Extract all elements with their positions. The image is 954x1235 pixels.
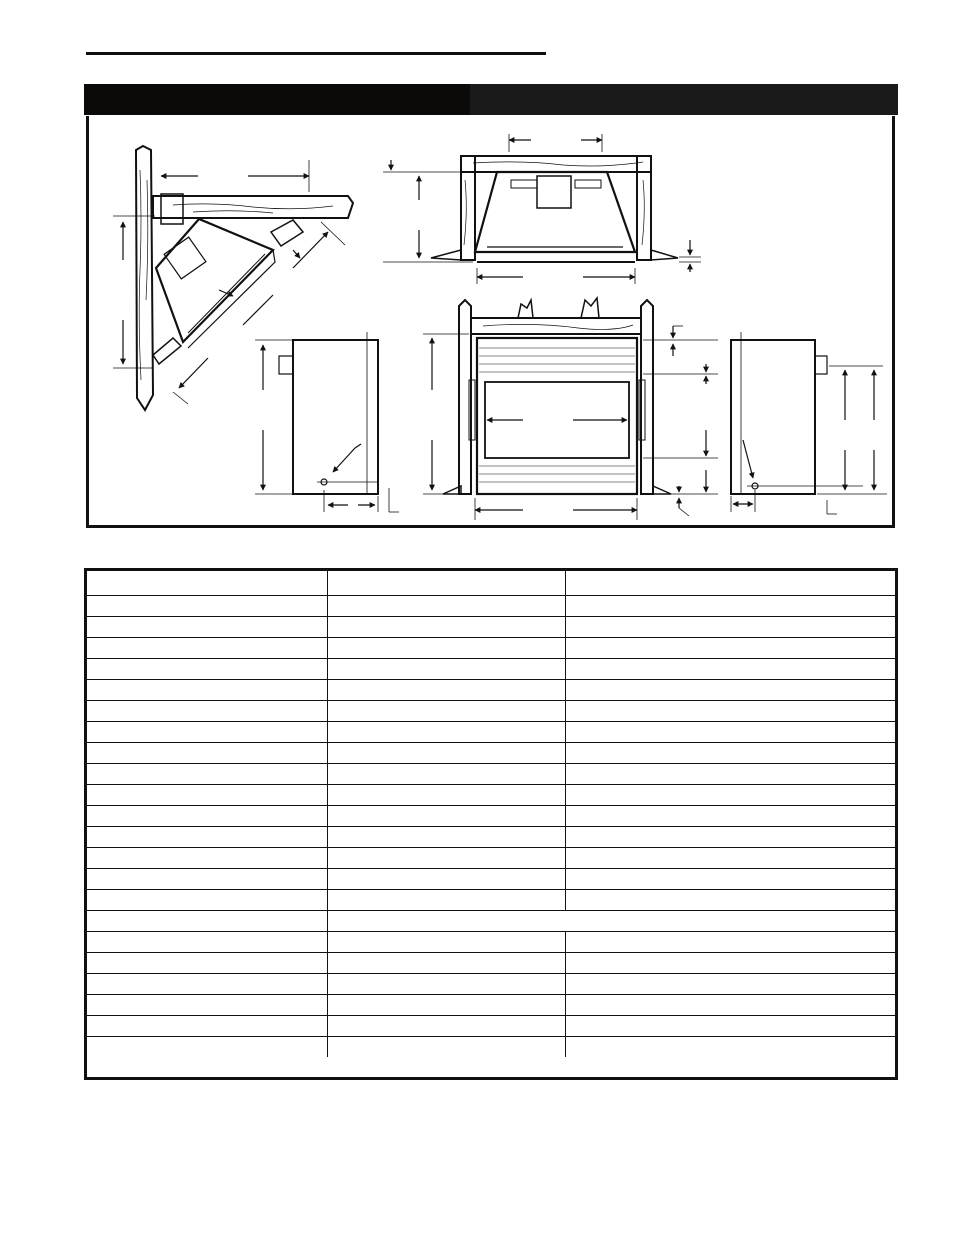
table-cell: [565, 1037, 895, 1058]
table-row: [87, 680, 895, 701]
table-cell: [87, 596, 327, 617]
table-cell: [565, 680, 895, 701]
table-cell: [87, 911, 327, 932]
table-row: [87, 1037, 895, 1058]
table-cell: [565, 638, 895, 659]
table-row: [87, 890, 895, 911]
table-cell: [565, 890, 895, 911]
table-cell: [327, 596, 565, 617]
table-row: [87, 974, 895, 995]
table-cell: [565, 953, 895, 974]
table-row: [87, 953, 895, 974]
table-row: [87, 995, 895, 1016]
spec-table: [87, 571, 895, 1057]
table-cell: [87, 638, 327, 659]
table-cell: [565, 722, 895, 743]
table-cell: [87, 764, 327, 785]
table-cell: [87, 890, 327, 911]
table-cell: [87, 743, 327, 764]
table-row: [87, 785, 895, 806]
table-cell: [327, 617, 565, 638]
table-cell: [327, 869, 565, 890]
table-cell: [87, 869, 327, 890]
table-cell: [87, 680, 327, 701]
table-cell: [87, 827, 327, 848]
table-cell: [87, 806, 327, 827]
table-cell: [327, 1016, 565, 1037]
table-row: [87, 617, 895, 638]
table-cell: [565, 596, 895, 617]
table-cell: [87, 701, 327, 722]
table-cell: [565, 806, 895, 827]
table-cell: [565, 1016, 895, 1037]
table-cell: [565, 785, 895, 806]
table-cell: [327, 953, 565, 974]
table-cell: [565, 974, 895, 995]
table-header-row: [87, 571, 895, 596]
right-side-view: [731, 332, 887, 514]
table-cell: [87, 617, 327, 638]
table-cell: [565, 827, 895, 848]
table-cell: [565, 743, 895, 764]
table-cell: [327, 1037, 565, 1058]
table-row: [87, 1016, 895, 1037]
table-cell: [87, 974, 327, 995]
top-view: [383, 134, 701, 284]
table-row: [87, 827, 895, 848]
table-cell: [327, 722, 565, 743]
table-cell: [327, 827, 565, 848]
table-cell: [565, 764, 895, 785]
table-row: [87, 596, 895, 617]
table-cell: [327, 638, 565, 659]
table-cell: [327, 974, 565, 995]
table-cell: [565, 571, 895, 596]
table-cell: [327, 848, 565, 869]
table-cell: [565, 617, 895, 638]
table-cell: [327, 764, 565, 785]
table-row: [87, 932, 895, 953]
table-cell: [565, 848, 895, 869]
table-cell: [327, 995, 565, 1016]
front-view: [423, 298, 718, 520]
table-cell: [87, 1037, 327, 1058]
table-cell: [327, 806, 565, 827]
table-cell: [565, 932, 895, 953]
table-cell: [87, 785, 327, 806]
table-cell: [565, 869, 895, 890]
table-cell: [87, 722, 327, 743]
table-cell: [87, 571, 327, 596]
table-cell: [87, 953, 327, 974]
left-side-view: [255, 332, 399, 512]
table-row: [87, 911, 895, 932]
table-cell: [87, 995, 327, 1016]
table-row: [87, 722, 895, 743]
table-row: [87, 701, 895, 722]
table-cell: [327, 659, 565, 680]
table-row: [87, 764, 895, 785]
table-row: [87, 743, 895, 764]
table-row: [87, 806, 895, 827]
dimension-drawing-frame: [86, 116, 895, 528]
table-cell: [327, 911, 895, 932]
table-cell: [87, 1016, 327, 1037]
table-cell: [327, 890, 565, 911]
table-cell: [87, 848, 327, 869]
table-cell: [327, 680, 565, 701]
table-cell: [565, 659, 895, 680]
table-cell: [87, 932, 327, 953]
table-cell: [327, 571, 565, 596]
table-cell: [327, 743, 565, 764]
table-row: [87, 848, 895, 869]
table-cell: [327, 785, 565, 806]
table-cell: [327, 701, 565, 722]
table-cell: [327, 932, 565, 953]
table-cell: [565, 701, 895, 722]
corner-installation-view: [113, 146, 353, 410]
table-row: [87, 638, 895, 659]
table-cell: [565, 995, 895, 1016]
table-cell: [87, 659, 327, 680]
specifications-table: [84, 568, 898, 1080]
table-row: [87, 659, 895, 680]
table-row: [87, 869, 895, 890]
